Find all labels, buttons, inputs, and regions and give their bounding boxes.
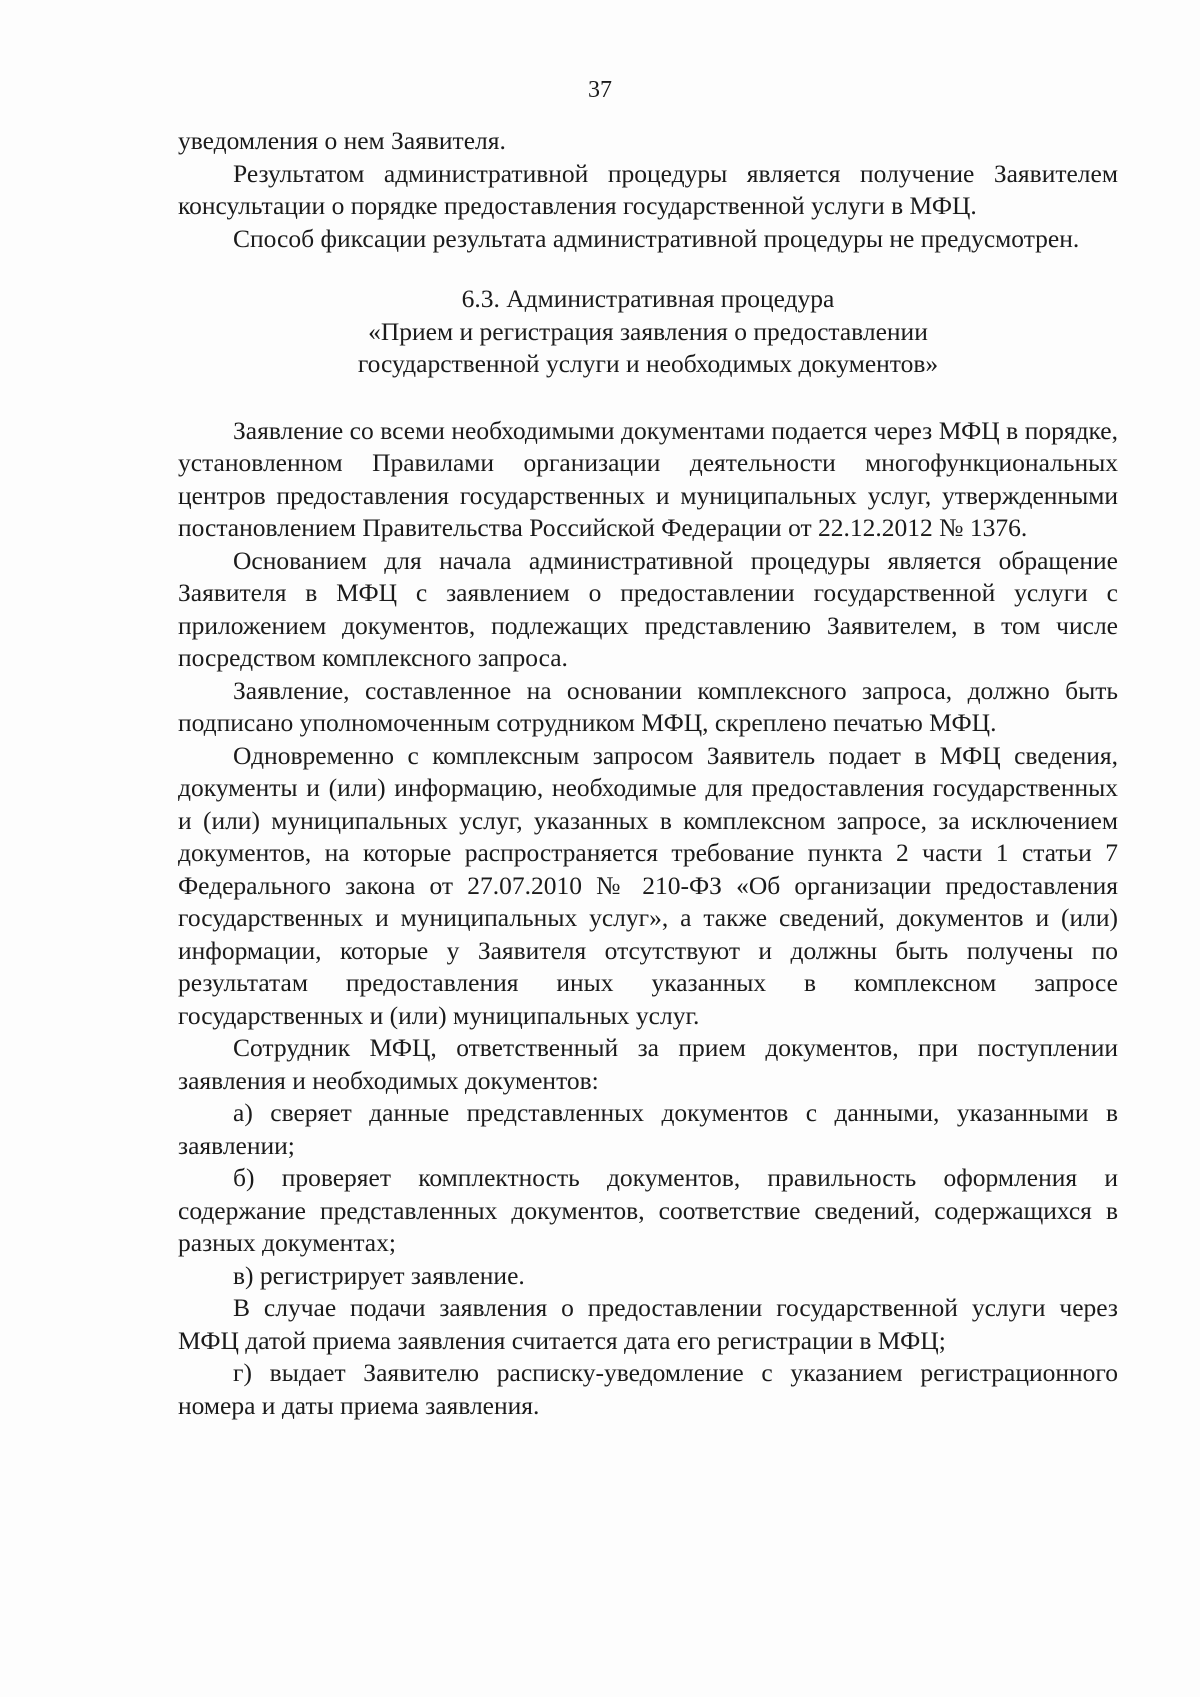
section-heading bbox=[178, 283, 1118, 381]
paragraph-application-submission: Заявление со всеми необходимыми документами подается через МФЦ в порядке, установленном Правилами организации деятельности многофункциональных центров предоставления государственных и муниципальных услуг, утвержденными постановлением Правительства Российской Федерации от 22.12.2012 № 1376. bbox=[178, 415, 1118, 542]
paragraph-complex-request-signature: Заявление, составленное на основании комплексного запроса, должно быть подписано уполномоченным сотрудником МФЦ, скреплено печатью МФЦ. bbox=[178, 675, 1118, 737]
list-item-g: г) выдает Заявителю расписку-уведомление с указанием регистрационного номера и даты приема заявления. bbox=[178, 1358, 1118, 1420]
list-item-v: в) регистрирует заявление. bbox=[233, 1260, 525, 1290]
section-heading-title-line-1: «Прием и регистрация заявления о предоставлении bbox=[368, 316, 928, 346]
paragraph-procedure-result: Результатом административной процедуры является получение Заявителем консультации о порядке предоставления государственной услуги в МФЦ. bbox=[178, 158, 1118, 220]
list-item-b: б) проверяет комплектность документов, правильность оформления и содержание представленных документов, соответствие сведений, содержащихся в разных документах; bbox=[178, 1163, 1118, 1257]
paragraph-intro-continuation: уведомления о нем Заявителя. bbox=[178, 126, 506, 155]
paragraph-procedure-basis: Основанием для начала административной процедуры является обращение Заявителя в МФЦ с заявлением о предоставлении государственной услуги с приложением документов, подлежащих представлению Заявителем, в том числе посредством комплексного запроса. bbox=[178, 545, 1118, 672]
paragraph-complex-request-documents: Одновременно с комплексным запросом Заявитель подает в МФЦ сведения, документы и (или) информацию, необходимые для предоставления государственных и (или) муниципальных услуг, указанных в комплексном запросе, за исключением документов, на которые распространяется требование пункта 2 части 1 статьи 7 Федерального закона от 27.07.2010 № 210-ФЗ «Об организации предоставления государственных и муниципальных услуг», а также сведений, документов и (или) информации, которые у Заявителя отсутствуют и должны быть получены по результатам предоставления иных указанных в комплексном запросе государственных и (или) муниципальных услуг. bbox=[178, 740, 1118, 1030]
paragraph-employee-duties: Сотрудник МФЦ, ответственный за прием документов, при поступлении заявления и необходимых документов: bbox=[178, 1033, 1118, 1095]
paragraph-result-recording: Способ фиксации результата административной процедуры не предусмотрен. bbox=[233, 223, 1080, 253]
section-heading-number: 6.3. Административная процедура bbox=[461, 284, 835, 313]
section-heading-title-line-2: государственной услуги и необходимых документов» bbox=[357, 349, 939, 378]
page-number: 37 bbox=[588, 77, 612, 103]
paragraph-acceptance-date: В случае подачи заявления о предоставлении государственной услуги через МФЦ датой приема заявления считается дата его регистрации в МФЦ; bbox=[178, 1293, 1118, 1355]
list-item-a: а) сверяет данные представленных документов с данными, указанными в заявлении; bbox=[178, 1098, 1118, 1160]
document-body bbox=[178, 125, 1118, 1422]
